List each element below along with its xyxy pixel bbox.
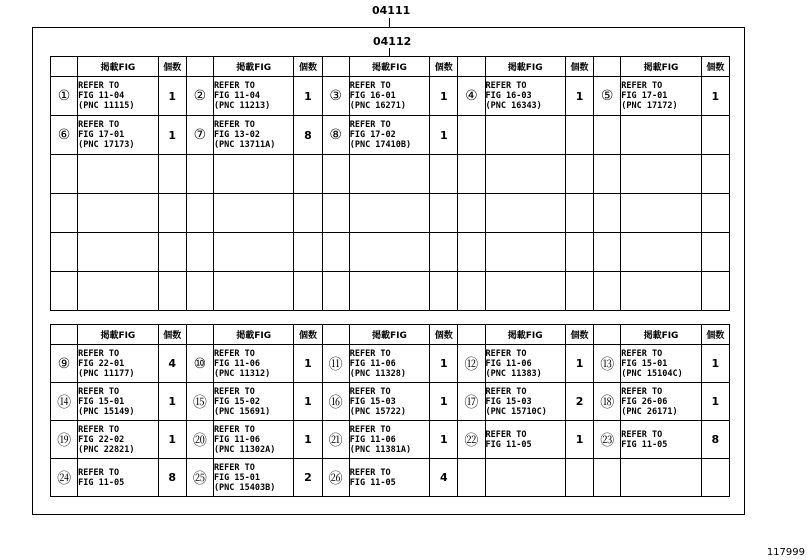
- item-number: [594, 116, 621, 155]
- quantity: 1: [294, 345, 322, 383]
- header-fig: 掲載FIG: [213, 325, 293, 345]
- reference-line: REFER TO: [213, 81, 255, 91]
- header-num-cell: [322, 57, 349, 77]
- quantity: 1: [430, 345, 458, 383]
- reference-cell: [621, 459, 701, 497]
- reference-cell: [213, 116, 293, 155]
- reference-cell: [485, 345, 565, 383]
- reference-cell: [78, 155, 158, 194]
- reference-cell: [621, 233, 701, 272]
- table-body-bottom: [51, 345, 730, 497]
- reference-line: REFER TO: [78, 424, 120, 435]
- quantity: 8: [158, 459, 186, 497]
- reference-line: (PNC 15691): [213, 406, 271, 417]
- reference-line: (PNC 26171): [621, 406, 678, 417]
- reference-cell: [349, 233, 429, 272]
- reference-cell: [213, 272, 293, 311]
- quantity: [565, 194, 593, 233]
- reference-line: REFER TO: [349, 348, 391, 359]
- item-number: ⑧: [322, 116, 349, 155]
- item-number: [458, 155, 485, 194]
- item-number: [322, 233, 349, 272]
- quantity: 1: [701, 345, 729, 383]
- reference-line: FIG 11-06: [213, 434, 260, 445]
- reference-line: FIG 16-03: [485, 91, 532, 101]
- reference-cell: [485, 383, 565, 421]
- header-num-cell: [322, 325, 349, 345]
- item-number: ⑩: [186, 345, 213, 383]
- reference-line: FIG 15-02: [213, 396, 260, 407]
- reference-line: (PNC 16343): [485, 101, 542, 111]
- reference-line: REFER TO: [485, 386, 527, 397]
- table-row: [51, 345, 730, 383]
- reference-line: REFER TO: [213, 348, 255, 359]
- table-row: [51, 272, 730, 311]
- item-number: [322, 272, 349, 311]
- assembly-code-inner: 04112: [373, 35, 412, 48]
- quantity: [430, 272, 458, 311]
- reference-line: REFER TO: [349, 424, 391, 435]
- item-number: ㉕: [186, 459, 213, 497]
- reference-line: (PNC 15710C): [485, 406, 547, 417]
- item-number: [51, 272, 78, 311]
- table-row: [51, 155, 730, 194]
- reference-line: REFER TO: [485, 348, 527, 359]
- reference-cell: [485, 233, 565, 272]
- reference-line: REFER TO: [349, 120, 391, 130]
- header-num-cell: [51, 325, 78, 345]
- quantity: [565, 155, 593, 194]
- header-qty: 個数: [701, 325, 729, 345]
- item-number: ㉒: [458, 421, 485, 459]
- reference-cell: [213, 233, 293, 272]
- quantity: [158, 155, 186, 194]
- reference-line: (PNC 22821): [78, 444, 135, 455]
- reference-cell: [485, 77, 565, 116]
- reference-line: REFER TO: [213, 386, 255, 397]
- item-number: [458, 233, 485, 272]
- item-number: ⑭: [51, 383, 78, 421]
- reference-cell: [349, 194, 429, 233]
- reference-cell: [349, 345, 429, 383]
- quantity: 8: [701, 421, 729, 459]
- reference-line: REFER TO: [349, 81, 391, 91]
- quantity: [701, 155, 729, 194]
- reference-line: FIG 15-03: [349, 396, 396, 407]
- reference-line: FIG 11-04: [213, 91, 260, 101]
- item-number: [51, 155, 78, 194]
- reference-cell: [621, 272, 701, 311]
- reference-cell: [78, 116, 158, 155]
- reference-line: (PNC 15149): [78, 406, 135, 417]
- item-number: [458, 272, 485, 311]
- quantity: 1: [430, 383, 458, 421]
- quantity: [294, 194, 322, 233]
- reference-line: (PNC 11213): [213, 101, 271, 111]
- quantity: 1: [430, 77, 458, 116]
- header-num-cell: [51, 57, 78, 77]
- quantity: 1: [701, 77, 729, 116]
- quantity: 1: [430, 116, 458, 155]
- reference-line: FIG 11-06: [349, 358, 396, 369]
- reference-line: FIG 11-05: [349, 477, 396, 488]
- reference-line: REFER TO: [78, 386, 120, 397]
- reference-line: (PNC 15104C): [621, 368, 683, 379]
- reference-cell: [349, 272, 429, 311]
- reference-line: FIG 17-02: [349, 130, 396, 140]
- reference-cell: [621, 383, 701, 421]
- header-qty: 個数: [158, 325, 186, 345]
- leader-line-outer: [389, 18, 390, 27]
- reference-line: REFER TO: [78, 81, 120, 91]
- reference-cell: [213, 383, 293, 421]
- header-qty: 個数: [565, 57, 593, 77]
- reference-line: REFER TO: [349, 386, 391, 397]
- item-number: [594, 233, 621, 272]
- reference-line: FIG 17-01: [78, 130, 125, 140]
- item-number: ⑲: [51, 421, 78, 459]
- item-number: ⑦: [186, 116, 213, 155]
- quantity: 1: [158, 116, 186, 155]
- quantity: 2: [565, 383, 593, 421]
- reference-line: FIG 22-01: [78, 358, 125, 369]
- item-number: ⑰: [458, 383, 485, 421]
- assembly-code-outer: 04111: [372, 4, 411, 17]
- reference-cell: [349, 155, 429, 194]
- header-fig: 掲載FIG: [621, 57, 701, 77]
- reference-cell: [213, 155, 293, 194]
- item-number: [322, 194, 349, 233]
- header-num-cell: [594, 57, 621, 77]
- reference-line: REFER TO: [621, 429, 663, 440]
- quantity: [294, 272, 322, 311]
- quantity: 1: [565, 421, 593, 459]
- reference-line: REFER TO: [621, 348, 663, 359]
- table-row: [51, 233, 730, 272]
- reference-cell: [78, 77, 158, 116]
- reference-line: (PNC 11302A): [213, 444, 276, 455]
- reference-line: (PNC 16271): [349, 101, 407, 111]
- item-number: ⑤: [594, 77, 621, 116]
- reference-line: REFER TO: [78, 348, 120, 359]
- item-number: [186, 272, 213, 311]
- item-number: [458, 459, 485, 497]
- quantity: 1: [294, 383, 322, 421]
- reference-cell: [621, 116, 701, 155]
- quantity: 1: [565, 345, 593, 383]
- quantity: [701, 459, 729, 497]
- reference-cell: [621, 155, 701, 194]
- reference-line: FIG 11-05: [485, 439, 532, 450]
- quantity: [158, 233, 186, 272]
- reference-line: FIG 17-01: [621, 91, 668, 101]
- item-number: ⑳: [186, 421, 213, 459]
- reference-cell: [621, 77, 701, 116]
- reference-line: REFER TO: [485, 81, 527, 91]
- table-row: [51, 421, 730, 459]
- reference-line: (PNC 13711A): [213, 140, 276, 150]
- table-header-row: [51, 325, 730, 345]
- reference-cell: [213, 194, 293, 233]
- item-number: [594, 272, 621, 311]
- header-num-cell: [458, 57, 485, 77]
- table-header-row: [51, 57, 730, 77]
- reference-cell: [78, 383, 158, 421]
- reference-line: FIG 11-04: [78, 91, 125, 101]
- item-number: ②: [186, 77, 213, 116]
- item-number: [458, 194, 485, 233]
- quantity: [430, 194, 458, 233]
- reference-line: (PNC 15403B): [213, 482, 276, 493]
- item-number: [186, 155, 213, 194]
- item-number: [186, 194, 213, 233]
- header-num-cell: [458, 325, 485, 345]
- reference-line: FIG 16-01: [349, 91, 396, 101]
- reference-cell: [78, 272, 158, 311]
- reference-line: (PNC 11381A): [349, 444, 412, 455]
- reference-cell: [485, 194, 565, 233]
- header-fig: 掲載FIG: [78, 57, 158, 77]
- reference-cell: [485, 116, 565, 155]
- reference-line: (PNC 17173): [78, 140, 135, 150]
- reference-cell: [485, 459, 565, 497]
- quantity: [565, 459, 593, 497]
- item-number: [322, 155, 349, 194]
- header-fig: 掲載FIG: [485, 325, 565, 345]
- reference-cell: [621, 194, 701, 233]
- header-fig: 掲載FIG: [349, 57, 429, 77]
- header-qty: 個数: [158, 57, 186, 77]
- header-qty: 個数: [294, 325, 322, 345]
- table-body-top: [51, 77, 730, 311]
- quantity: 1: [294, 421, 322, 459]
- reference-line: REFER TO: [213, 120, 255, 130]
- item-number: ⑯: [322, 383, 349, 421]
- reference-cell: [349, 383, 429, 421]
- item-number: ⑥: [51, 116, 78, 155]
- item-number: ⑬: [594, 345, 621, 383]
- item-number: [458, 116, 485, 155]
- reference-line: FIG 11-06: [485, 358, 532, 369]
- quantity: [701, 116, 729, 155]
- reference-line: FIG 26-06: [621, 396, 668, 407]
- reference-cell: [485, 272, 565, 311]
- reference-line: (PNC 15722): [349, 406, 407, 417]
- quantity: [158, 272, 186, 311]
- reference-line: FIG 22-02: [78, 434, 125, 445]
- leader-line-inner: [389, 48, 390, 56]
- quantity: [430, 233, 458, 272]
- reference-cell: [78, 459, 158, 497]
- header-num-cell: [186, 57, 213, 77]
- reference-line: FIG 11-06: [213, 358, 260, 369]
- item-number: ㉓: [594, 421, 621, 459]
- quantity: 1: [158, 421, 186, 459]
- reference-line: FIG 15-01: [213, 472, 260, 483]
- quantity: 8: [294, 116, 322, 155]
- item-number: [186, 233, 213, 272]
- reference-cell: [621, 345, 701, 383]
- reference-line: REFER TO: [485, 429, 527, 440]
- table-row: [51, 194, 730, 233]
- item-number: ㉖: [322, 459, 349, 497]
- item-number: ⑮: [186, 383, 213, 421]
- quantity: [158, 194, 186, 233]
- header-fig: 掲載FIG: [78, 325, 158, 345]
- reference-line: (PNC 11312): [213, 368, 271, 379]
- table-row: [51, 77, 730, 116]
- quantity: 1: [701, 383, 729, 421]
- reference-line: (PNC 11328): [349, 368, 407, 379]
- reference-line: REFER TO: [349, 467, 391, 478]
- quantity: [565, 272, 593, 311]
- header-qty: 個数: [430, 57, 458, 77]
- item-number: ⑨: [51, 345, 78, 383]
- reference-cell: [349, 77, 429, 116]
- item-number: [594, 194, 621, 233]
- reference-cell: [485, 421, 565, 459]
- reference-cell: [485, 155, 565, 194]
- quantity: [565, 233, 593, 272]
- reference-cell: [78, 421, 158, 459]
- reference-line: FIG 11-05: [621, 439, 668, 450]
- reference-cell: [213, 77, 293, 116]
- item-number: ⑪: [322, 345, 349, 383]
- quantity: [701, 272, 729, 311]
- header-fig: 掲載FIG: [213, 57, 293, 77]
- item-number: ③: [322, 77, 349, 116]
- item-number: [594, 459, 621, 497]
- reference-table-bottom: [50, 324, 730, 497]
- quantity: 1: [565, 77, 593, 116]
- reference-line: FIG 11-06: [349, 434, 396, 445]
- header-num-cell: [594, 325, 621, 345]
- item-number: ⑫: [458, 345, 485, 383]
- item-number: [51, 194, 78, 233]
- reference-line: REFER TO: [213, 424, 255, 435]
- item-number: [51, 233, 78, 272]
- quantity: 1: [158, 383, 186, 421]
- header-qty: 個数: [294, 57, 322, 77]
- quantity: 1: [294, 77, 322, 116]
- item-number: ㉔: [51, 459, 78, 497]
- reference-cell: [349, 421, 429, 459]
- reference-line: REFER TO: [78, 467, 120, 478]
- quantity: [701, 233, 729, 272]
- item-number: ⑱: [594, 383, 621, 421]
- table-row: [51, 459, 730, 497]
- reference-line: REFER TO: [621, 81, 663, 91]
- header-qty: 個数: [430, 325, 458, 345]
- reference-table-top: [50, 56, 730, 311]
- reference-cell: [213, 459, 293, 497]
- reference-line: (PNC 17410B): [349, 140, 412, 150]
- reference-line: REFER TO: [78, 120, 120, 130]
- reference-cell: [349, 116, 429, 155]
- reference-cell: [213, 421, 293, 459]
- reference-cell: [621, 421, 701, 459]
- reference-cell: [78, 233, 158, 272]
- quantity: [701, 194, 729, 233]
- quantity: [294, 233, 322, 272]
- reference-cell: [213, 345, 293, 383]
- header-fig: 掲載FIG: [621, 325, 701, 345]
- reference-cell: [349, 459, 429, 497]
- quantity: 1: [430, 421, 458, 459]
- figure-id: 117999: [766, 547, 805, 558]
- reference-cell: [78, 194, 158, 233]
- reference-line: (PNC 11115): [78, 101, 135, 111]
- quantity: 2: [294, 459, 322, 497]
- reference-line: FIG 11-05: [78, 477, 125, 488]
- quantity: [565, 116, 593, 155]
- item-number: ①: [51, 77, 78, 116]
- item-number: ④: [458, 77, 485, 116]
- quantity: 1: [158, 77, 186, 116]
- header-fig: 掲載FIG: [349, 325, 429, 345]
- quantity: [430, 155, 458, 194]
- reference-line: (PNC 11177): [78, 368, 135, 379]
- reference-line: REFER TO: [621, 386, 663, 397]
- quantity: 4: [158, 345, 186, 383]
- header-qty: 個数: [565, 325, 593, 345]
- reference-line: REFER TO: [213, 462, 255, 473]
- reference-line: FIG 15-01: [621, 358, 668, 369]
- header-qty: 個数: [701, 57, 729, 77]
- header-fig: 掲載FIG: [485, 57, 565, 77]
- header-num-cell: [186, 325, 213, 345]
- quantity: 4: [430, 459, 458, 497]
- reference-line: (PNC 11383): [485, 368, 542, 379]
- table-row: [51, 383, 730, 421]
- table-row: [51, 116, 730, 155]
- reference-line: (PNC 17172): [621, 101, 678, 111]
- item-number: ㉑: [322, 421, 349, 459]
- reference-line: FIG 15-01: [78, 396, 125, 407]
- reference-cell: [78, 345, 158, 383]
- reference-line: FIG 13-02: [213, 130, 260, 140]
- reference-line: FIG 15-03: [485, 396, 532, 407]
- quantity: [294, 155, 322, 194]
- item-number: [594, 155, 621, 194]
